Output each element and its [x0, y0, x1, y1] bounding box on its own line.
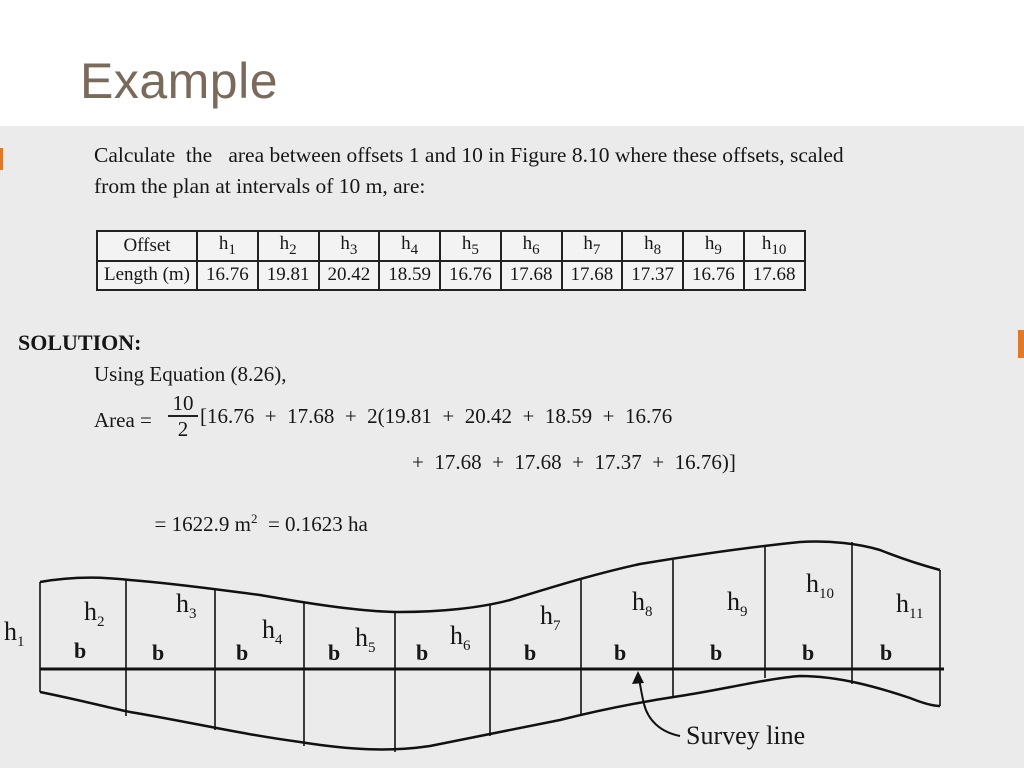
offset-h6: $h_6$	[501, 231, 562, 261]
offset-h9: $h_9$	[683, 231, 744, 261]
survey-line-pointer-arrowhead	[632, 671, 644, 684]
interval-label: b	[236, 640, 249, 665]
equation-line-1: [16.76 + 17.68 + 2(19.81 + 20.42 + 18.59 + 16.76	[200, 404, 673, 428]
interval-label: b	[524, 640, 537, 665]
offset-label: $h_4$	[262, 615, 283, 648]
interval-label: b	[802, 640, 815, 665]
offset-h7: $h_7$	[562, 231, 623, 261]
length-cell: 16.76	[197, 261, 258, 290]
offset-label: $h_{10}$	[806, 569, 834, 602]
length-cell: 16.76	[683, 261, 744, 290]
interval-label: b	[416, 640, 429, 665]
offset-h4: $h_4$	[379, 231, 440, 261]
accent-bar-right	[1018, 330, 1024, 358]
length-cell: 20.42	[319, 261, 380, 290]
solution-heading: SOLUTION:	[18, 330, 142, 355]
problem-line-2: from the plan at intervals of 10 m, are:	[94, 174, 426, 198]
length-row-label: Length (m)	[97, 261, 197, 290]
fraction-ten-over-two	[168, 392, 198, 440]
offset-h1: $h_1$	[197, 231, 258, 261]
solution-intro: Using Equation (8.26),	[94, 362, 287, 386]
offset-h10: $h_{10}$	[744, 231, 805, 261]
problem-statement	[94, 140, 1014, 202]
offset-h3: $h_3$	[319, 231, 380, 261]
result-value: = 1622.9 m	[154, 512, 251, 536]
fraction-numerator: 10	[172, 391, 194, 415]
area-label: Area =	[94, 408, 152, 432]
length-row	[97, 261, 805, 290]
result-exponent: 2	[250, 511, 258, 526]
fraction-denominator: 2	[177, 417, 189, 441]
offset-label: $h_{11}$	[896, 589, 924, 622]
survey-line-label: Survey line	[686, 721, 806, 750]
interval-label: b	[710, 640, 723, 665]
offset-label: $h_5$	[355, 623, 376, 656]
offset-label: $h_9$	[727, 587, 748, 620]
interval-label: b	[152, 640, 165, 665]
top-boundary-line	[40, 541, 940, 612]
slide-title: Example	[80, 53, 279, 109]
length-cell: 18.59	[379, 261, 440, 290]
offset-survey-figure	[0, 520, 1024, 768]
offsets-table	[96, 230, 806, 291]
offset-h5: $h_5$	[440, 231, 501, 261]
equation-line-2: + 17.68 + 17.68 + 17.37 + 16.76)]	[412, 450, 736, 474]
interval-label: b	[328, 640, 341, 665]
offset-label: $h_3$	[176, 589, 197, 622]
offset-h2: $h_2$	[258, 231, 319, 261]
accent-bar-left	[0, 148, 3, 170]
offset-header-row	[97, 231, 805, 261]
offset-label: $h_8$	[632, 587, 653, 620]
length-cell: 19.81	[258, 261, 319, 290]
offset-label: $h_2$	[84, 597, 105, 630]
offset-label: $h_7$	[540, 601, 561, 634]
offset-h8: $h_8$	[622, 231, 683, 261]
interval-label: b	[74, 638, 87, 663]
result-hectares: = 0.1623 ha	[257, 512, 368, 536]
length-cell: 17.68	[562, 261, 623, 290]
length-cell: 17.68	[501, 261, 562, 290]
interval-label: b	[614, 640, 627, 665]
interval-label: b	[880, 640, 893, 665]
offset-label: $h_1$	[4, 617, 25, 650]
problem-line-1: Calculate the area between offsets 1 and 10 in Figure 8.10 where these offsets, scaled	[94, 143, 844, 167]
offset-header-label: Offset	[97, 231, 197, 261]
length-cell: 17.68	[744, 261, 805, 290]
length-cell: 16.76	[440, 261, 501, 290]
offset-label: $h_6$	[450, 621, 471, 654]
length-cell: 17.37	[622, 261, 683, 290]
